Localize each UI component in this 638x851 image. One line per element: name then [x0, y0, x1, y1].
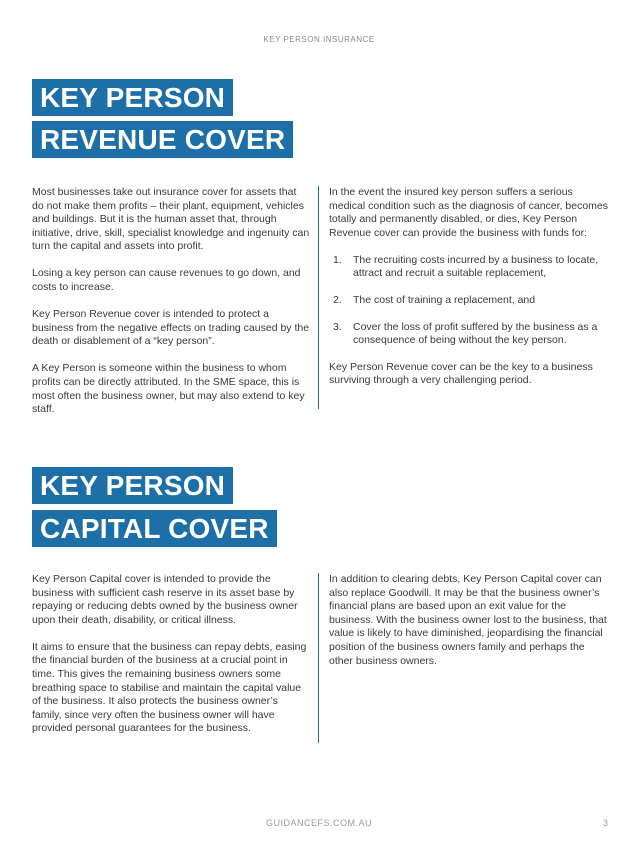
list-item-text: The recruiting costs incurred by a business to locate, attract and recruit a suitable replacement, — [353, 253, 599, 280]
list-item-number: 1. — [333, 253, 342, 266]
revenue-benefit-list — [329, 254, 609, 348]
list-item-number: 3. — [333, 320, 342, 333]
revenue-heading-line1: KEY PERSON — [32, 79, 233, 116]
revenue-left-paragraph: Most businesses take out insurance cover for assets that do not make them profits – their plant, equipment, vehicles and buildings. But it is the human asset that, through initiative, drive, skill, specialist knowledge and ingenuity can turn the capital and assets into profit. — [32, 186, 310, 253]
list-item-text: The cost of training a replacement, and — [353, 294, 536, 307]
capital-left-paragraph: It aims to ensure that the business can repay debts, easing the financial burden of the business at a crucial point in time. This gives the remaining business owners some breathing space to stabilise and maintain the capital value of the business. It also protects the business owner’s family, since very often the business owner will have provided personal guarantees for the business. — [32, 640, 307, 735]
revenue-left-column — [32, 186, 310, 430]
page-number: 3 — [602, 818, 608, 828]
list-item — [329, 294, 609, 308]
list-item — [329, 321, 609, 348]
footer-website: GUIDANCEFS.COM.AU — [265, 818, 372, 828]
list-item — [329, 254, 609, 281]
revenue-right-intro: In the event the insured key person suffers a serious medical condition such as the diagnosis of cancer, becomes totally and permanently disabled, or dies, Key Person Revenue cover can provide the business with funds for: — [329, 186, 608, 239]
running-header: KEY PERSON INSURANCE — [263, 35, 375, 44]
capital-left-column — [32, 573, 310, 750]
revenue-left-paragraph: A Key Person is someone within the business to whom profits can be directly attributed. In the SME space, this is most often the business owner, but may also extend to key staff. — [32, 362, 305, 416]
capital-right-paragraph: In addition to clearing debts, Key Person Capital cover can also replace Goodwill. It may be that the business owner’s financial plans are based upon an exit value for the business. With the business owner lost to the business, that value is likely to have diminished, jeopardising the financial position of the business owners family and perhaps the other business owners. — [329, 573, 607, 667]
revenue-left-paragraph: Key Person Revenue cover is intended to protect a business from the negative effects on trading caused by the death or disablement of a “key person”. — [32, 308, 310, 348]
capital-heading-line2: CAPITAL COVER — [32, 510, 277, 547]
list-item-text: Cover the loss of profit suffered by the business as a consequence of being without the key person. — [353, 320, 598, 347]
list-item-number: 2. — [333, 294, 342, 307]
revenue-heading-line2: REVENUE COVER — [32, 121, 293, 158]
revenue-left-paragraph: Losing a key person can cause revenues to go down, and costs to increase. — [32, 267, 301, 294]
revenue-right-closing: Key Person Revenue cover can be the key to a business surviving through a very challenging period. — [329, 360, 593, 387]
capital-right-column — [318, 573, 609, 743]
capital-heading-line1: KEY PERSON — [32, 467, 233, 504]
revenue-right-column — [318, 186, 609, 409]
capital-left-paragraph: Key Person Capital cover is intended to provide the business with sufficient cash reserve in its asset base by repaying or reducing debts owned by the business owner upon their death, disability, or critical illness. — [32, 573, 298, 626]
